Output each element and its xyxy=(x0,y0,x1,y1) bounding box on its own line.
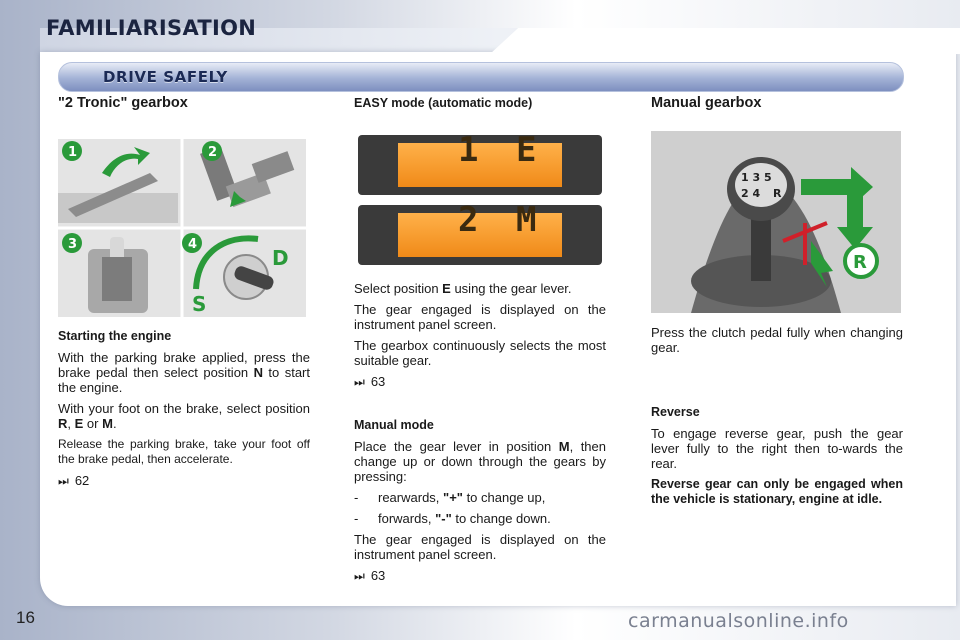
bullet-rearwards: - rearwards, "+" to change up, xyxy=(354,490,546,505)
col3-paragraph-3: Reverse gear can only be engaged when the vehicle is stationary, engine at idle. xyxy=(651,477,903,506)
manual-mode-heading: Manual mode xyxy=(354,418,434,432)
page-reference-63b[interactable]: ⏭ 63 xyxy=(354,568,386,583)
drive-safely-banner xyxy=(58,62,904,92)
display-screen xyxy=(398,130,562,187)
banner-title: DRIVE SAFELY xyxy=(103,68,228,86)
tronic-illustration xyxy=(58,139,306,317)
callout-3 xyxy=(62,233,82,253)
col3-paragraph-1: Press the clutch pedal fully when changing gear. xyxy=(651,325,903,355)
manual-gearbox-illustration xyxy=(651,131,901,313)
reverse-heading: Reverse xyxy=(651,405,700,419)
col1-paragraph-3: Release the parking brake, take your foot off the brake pedal, then accelerate. xyxy=(58,437,310,466)
panel-display-manual xyxy=(358,200,602,265)
col2-paragraph-2: The gear engaged is displayed on the instrument panel screen. xyxy=(354,302,606,332)
page-tab xyxy=(490,28,960,54)
callout-4 xyxy=(182,233,202,253)
tronic-steps-svg xyxy=(58,139,306,317)
svg-text:1: 1 xyxy=(68,145,78,160)
display-mode: M xyxy=(516,200,537,240)
bullet-forwards: - forwards, "-" to change down. xyxy=(354,511,551,526)
key-letter-s: S xyxy=(192,292,207,316)
col3-paragraph-2: To engage reverse gear, push the gear lever fully to the right then to-wards the rear. xyxy=(651,426,903,471)
col2-paragraph-4: Place the gear lever in position M, then change up or down through the gears by pressing: xyxy=(354,439,606,484)
display-screen xyxy=(398,200,562,257)
col3-title: Manual gearbox xyxy=(651,95,762,111)
fast-forward-icon: ⏭ xyxy=(354,375,365,389)
svg-text:R: R xyxy=(853,252,867,273)
col2-paragraph-3: The gearbox continuously selects the most suitable gear. xyxy=(354,338,606,368)
column-2tronic xyxy=(58,96,310,489)
knob-pattern-r: R xyxy=(773,187,782,200)
reverse-badge-icon xyxy=(845,245,877,277)
fast-forward-icon: ⏭ xyxy=(354,569,365,583)
starting-engine-heading: Starting the engine xyxy=(58,329,172,343)
col1-title: "2 Tronic" gearbox xyxy=(58,95,188,111)
page-reference-62[interactable]: ⏭ 62 xyxy=(58,473,90,488)
svg-text:4: 4 xyxy=(188,237,198,252)
fast-forward-icon: ⏭ xyxy=(58,474,69,488)
panel-display-easy xyxy=(358,130,602,195)
display-mode: E xyxy=(516,130,537,170)
svg-text:2: 2 xyxy=(208,145,218,160)
page-reference-63a[interactable]: ⏭ 63 xyxy=(354,374,386,389)
watermark: carmanualsonline.info xyxy=(628,610,849,632)
knob-pattern-top: 1 3 5 xyxy=(741,171,772,184)
callout-1 xyxy=(62,141,82,161)
col1-paragraph-1: With the parking brake applied, press the brake pedal then select position N to start the engine. xyxy=(58,350,310,395)
gear-lever-svg xyxy=(651,131,901,313)
callout-2 xyxy=(202,141,222,161)
col1-paragraph-2: With your foot on the brake, select position R, E or M. xyxy=(58,401,310,431)
key-letter-d: D xyxy=(272,246,289,270)
svg-text:3: 3 xyxy=(68,237,78,252)
col2-paragraph-1: Select position E using the gear lever. xyxy=(354,281,572,296)
col2-paragraph-5: The gear engaged is displayed on the instrument panel screen. xyxy=(354,532,606,562)
col2-title: EASY mode (automatic mode) xyxy=(354,96,533,110)
column-easy-mode xyxy=(354,96,606,584)
column-manual-gearbox xyxy=(651,96,903,513)
display-gear: 2 xyxy=(458,200,479,240)
knob-pattern-bottom: 2 4 xyxy=(741,187,761,200)
display-gear: 1 xyxy=(458,130,479,170)
section-title: FAMILIARISATION xyxy=(46,16,257,40)
page-number: 16 xyxy=(16,608,35,627)
